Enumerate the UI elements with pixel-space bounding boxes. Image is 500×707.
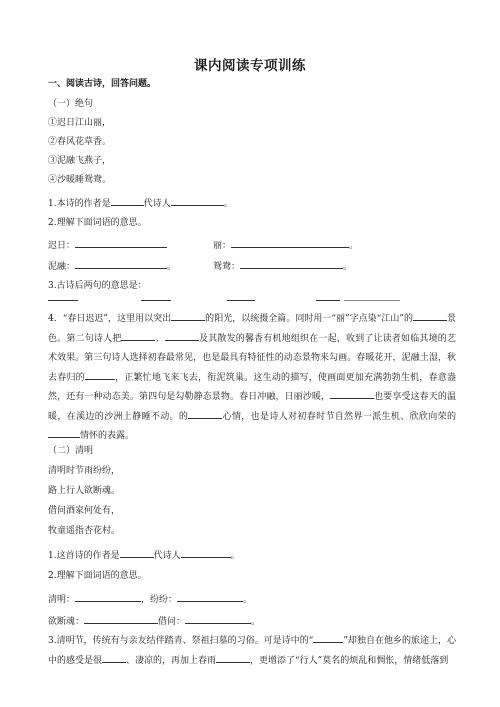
question-text: 。 — [230, 551, 240, 561]
page-title: 课内阅读专项训练 — [194, 58, 306, 74]
poem2-line-2: 路上行人欲断魂。 — [48, 486, 121, 496]
poem1-question-2: 2.理解下面词语的意思。 — [48, 218, 147, 228]
question-text: 代诗人 — [143, 199, 171, 209]
paragraph-text: 、 — [155, 333, 165, 344]
answer-blank[interactable] — [181, 548, 231, 558]
poem2-word-row-2 — [48, 614, 260, 628]
punct: 。 — [343, 262, 353, 272]
poem1-word-row-1 — [48, 238, 167, 252]
answer-line[interactable] — [316, 300, 340, 301]
paragraph-text: ”却独自在他乡的旅途上，心中的感受是很 — [48, 636, 456, 666]
poem1-word-row-2 — [48, 259, 176, 273]
poem1-question-4 — [48, 310, 456, 447]
answer-line[interactable] — [227, 300, 255, 301]
answer-line[interactable] — [141, 300, 171, 301]
word-label: 欲断魂： — [48, 617, 85, 627]
answer-blank[interactable] — [216, 653, 250, 663]
paragraph-text: 及其散发的馨香有机地组织在一起，收到了让读者如临其境的艺术效果。第三句诗人选择初春最常见，也是最具有特征性的动态景物来勾画。春暖花开，泥融土湿，秋去春归的 — [48, 333, 456, 383]
word-label: 借问： — [158, 617, 186, 627]
answer-blank[interactable] — [165, 331, 199, 341]
answer-blank[interactable] — [75, 259, 167, 269]
poem1-line-2: ②春风花草香。 — [48, 137, 112, 147]
answer-blank[interactable] — [111, 196, 144, 206]
punct: 。 — [167, 262, 177, 272]
answer-blank[interactable] — [121, 331, 155, 341]
answer-blank[interactable] — [330, 389, 374, 399]
poem1-question-3: 3.古诗后两句的意思是： — [48, 281, 147, 291]
answer-blank[interactable] — [75, 592, 141, 602]
poem2-question-2: 2.理解下面词语的意思。 — [48, 571, 147, 581]
poem1-line-4: ④沙暖睡鸳鸯。 — [48, 175, 112, 185]
answer-line[interactable] — [344, 300, 400, 301]
poem2-question-1 — [48, 548, 240, 562]
punct: 。 — [349, 241, 359, 251]
poem1-heading: （一）绝句 — [48, 99, 94, 109]
punct: 。 — [251, 617, 261, 627]
question-text: 1.本诗的作者是 — [48, 199, 111, 209]
paragraph-text: 也要享受这春天的温暖，在溪边的沙洲上静睡不动。的 — [48, 392, 456, 422]
answer-blank[interactable] — [85, 370, 115, 380]
paragraph-text: 3.清明节，传统有与亲友结伴踏青、祭祖扫墓的习俗。可是诗中的“ — [48, 636, 314, 646]
poem2-question-3 — [48, 632, 456, 671]
answer-blank[interactable] — [48, 428, 80, 438]
question-text: 。 — [223, 199, 233, 209]
poem2-line-4: 牧童遥指杏花村。 — [48, 526, 121, 536]
answer-blank[interactable] — [188, 409, 222, 419]
question-text: 代诗人 — [153, 551, 181, 561]
word-label: 迟日： — [48, 241, 76, 251]
poem1-word-row-1b — [213, 238, 358, 252]
answer-blank[interactable] — [313, 633, 343, 643]
answer-blank[interactable] — [171, 196, 224, 206]
paragraph-text: ，正繁忙地飞来飞去，衔泥筑巢。这生动的描写，使画面更加充满勃勃生机，春意盎然，还有一种动态美。第四句是勾勒静态景物。春日冲融，日丽沙暖， — [48, 372, 456, 402]
paragraph-text: 的阳光，以统摄全篇。同时用一“丽”字点染“江山”的 — [205, 314, 413, 324]
poem2-heading: （二）清明 — [48, 446, 94, 456]
poem2-line-3: 借问酒家何处有， — [48, 506, 121, 516]
question-text: 1.这首诗的作者是 — [48, 551, 120, 561]
answer-blank[interactable] — [240, 259, 343, 269]
poem1-line-1: ①迟日江山丽， — [48, 118, 112, 128]
poem1-word-row-2b — [213, 259, 352, 273]
punct: 。 — [243, 595, 253, 605]
word-label: ，纷纷： — [141, 595, 178, 605]
paragraph-text: 4．“春日迟迟”，这里用以突出 — [48, 314, 172, 324]
section-heading: 一、阅读古诗，回答问题。 — [48, 79, 157, 89]
answer-blank[interactable] — [185, 614, 251, 624]
poem2-word-row-1 — [48, 592, 252, 606]
answer-blank[interactable] — [102, 653, 126, 663]
answer-blank[interactable] — [84, 614, 158, 624]
paragraph-text: 、凄凉的，再加上春雨 — [126, 655, 217, 666]
word-label: 鸳鸯： — [213, 262, 241, 272]
poem1-question-1 — [48, 196, 233, 210]
answer-blank[interactable] — [171, 311, 205, 321]
paragraph-text: ，更增添了“行人”莫名的烦乱和惆怅，情绪低落到 — [250, 655, 449, 666]
poem2-line-1: 清明时节雨纷纷， — [48, 466, 121, 476]
answer-blank[interactable] — [177, 592, 243, 602]
word-label: 清明： — [48, 595, 76, 605]
answer-blank[interactable] — [231, 238, 349, 248]
poem1-line-3: ③泥融飞燕子， — [48, 156, 112, 166]
answer-blank[interactable] — [413, 311, 447, 321]
answer-blank[interactable] — [75, 238, 167, 248]
paragraph-text: 景色。第二句诗人把 — [48, 314, 457, 344]
word-label: 丽： — [213, 241, 232, 251]
answer-line[interactable] — [48, 300, 78, 301]
paragraph-text: 情怀的表露。 — [80, 431, 135, 441]
word-label: 泥融： — [48, 262, 76, 272]
paragraph-text: 心情，也是诗人对初春时节自然界一派生机、欣欣向荣的 — [222, 411, 456, 422]
answer-blank[interactable] — [120, 548, 154, 558]
